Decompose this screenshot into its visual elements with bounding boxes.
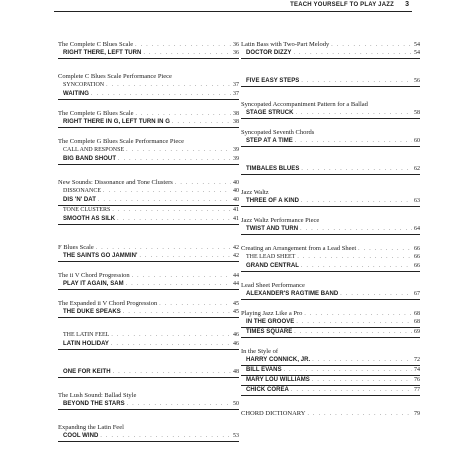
toc-concept-entry bbox=[58, 146, 239, 155]
toc-entry-page: 63 bbox=[414, 198, 420, 204]
toc-piece-entry bbox=[58, 308, 239, 318]
page-number: 3 bbox=[405, 1, 409, 8]
toc-entry-title: F Blues Scale bbox=[58, 244, 94, 251]
toc-piece-entry bbox=[58, 155, 239, 165]
dot-leader bbox=[106, 81, 231, 90]
toc-entry-page: 54 bbox=[414, 42, 420, 48]
dot-leader bbox=[296, 318, 412, 327]
dot-leader bbox=[118, 155, 231, 164]
dot-leader bbox=[126, 146, 231, 155]
toc-piece-entry bbox=[58, 368, 239, 378]
toc-piece-entry bbox=[58, 280, 239, 290]
toc-entry-page: 58 bbox=[414, 110, 420, 116]
dot-leader bbox=[139, 252, 231, 261]
toc-entry-title: Jazz Waltz Performance Piece bbox=[241, 217, 320, 224]
toc-left-column bbox=[58, 40, 239, 442]
toc-entry-title: CHICK COREA bbox=[246, 387, 289, 393]
toc-entry-title: TIMES SQUARE bbox=[246, 329, 293, 335]
dot-leader bbox=[98, 196, 231, 205]
dot-leader bbox=[294, 49, 413, 58]
dot-leader bbox=[312, 376, 412, 385]
page-header bbox=[0, 0, 472, 14]
toc-entry-title: CHORD DICTIONARY bbox=[241, 410, 306, 417]
toc-entry-title: BILL EVANS bbox=[246, 367, 282, 373]
dot-leader bbox=[294, 328, 412, 337]
toc-entry-title: COOL WIND bbox=[63, 433, 99, 439]
dot-leader bbox=[312, 356, 412, 365]
toc-piece-entry bbox=[58, 215, 239, 225]
toc-piece-entry bbox=[58, 400, 239, 410]
toc-section-entry bbox=[241, 188, 420, 197]
dot-leader bbox=[135, 110, 231, 118]
toc-entry-page: 77 bbox=[414, 387, 420, 393]
toc-section-entry bbox=[241, 309, 420, 318]
toc-entry-title: THREE OF A KIND bbox=[246, 198, 299, 204]
toc-entry-page: 45 bbox=[233, 309, 239, 315]
toc-section-entry bbox=[58, 271, 239, 280]
dot-leader bbox=[143, 49, 231, 58]
toc-entry-page: 36 bbox=[233, 50, 239, 56]
toc-piece-entry bbox=[241, 225, 420, 235]
dot-leader bbox=[111, 340, 231, 349]
toc-section-entry bbox=[58, 391, 239, 400]
toc-section-entry bbox=[58, 423, 239, 432]
toc-entry-page: 54 bbox=[414, 50, 420, 56]
toc-piece-entry bbox=[241, 386, 420, 396]
toc-piece-entry bbox=[241, 165, 420, 175]
toc-entry-page: 68 bbox=[414, 319, 420, 325]
toc-piece-entry bbox=[241, 328, 420, 338]
toc-piece-entry bbox=[241, 376, 420, 386]
dot-leader bbox=[358, 245, 412, 253]
dot-leader bbox=[91, 90, 231, 99]
toc-entry-page: 56 bbox=[414, 78, 420, 84]
toc-entry-title: Expanding the Latin Feel bbox=[58, 424, 124, 431]
dot-leader bbox=[296, 109, 413, 118]
toc-entry-page: 37 bbox=[233, 91, 239, 97]
dot-leader bbox=[301, 77, 412, 86]
toc-entry-title: SYNCOPATION bbox=[63, 82, 105, 88]
toc-entry-title: THE LATIN FEEL bbox=[63, 332, 110, 338]
toc-entry-page: 39 bbox=[233, 147, 239, 153]
toc-entry-page: 67 bbox=[414, 291, 420, 297]
running-head: TEACH YOURSELF TO PLAY JAZZ bbox=[290, 2, 394, 8]
toc-entry-title: New Sounds: Dissonance and Tone Clusters bbox=[58, 179, 173, 186]
toc-entry-page: 41 bbox=[233, 216, 239, 222]
toc-entry-title: WAITING bbox=[63, 91, 90, 97]
toc-entry-title: ONE FOR KEITH bbox=[63, 369, 111, 375]
toc-right-column bbox=[241, 40, 420, 418]
dot-leader bbox=[135, 41, 231, 49]
dot-leader bbox=[331, 41, 412, 49]
toc-piece-entry bbox=[58, 196, 239, 206]
dot-leader bbox=[300, 225, 412, 234]
dot-leader bbox=[295, 137, 412, 146]
dot-leader bbox=[113, 368, 231, 377]
toc-entry-title: THE SAINTS GO JAMMIN' bbox=[63, 253, 138, 259]
toc-entry-title: PLAY IT AGAIN, SAM bbox=[63, 281, 124, 287]
toc-entry-title: THE DUKE SPEAKS bbox=[63, 309, 121, 315]
toc-entry-page: 46 bbox=[233, 332, 239, 338]
toc-entry-title: STAGE STRUCK bbox=[246, 110, 294, 116]
toc-entry-page: 39 bbox=[233, 156, 239, 162]
dot-leader bbox=[297, 253, 412, 262]
toc-section-entry bbox=[241, 100, 420, 109]
toc-entry-title: FIVE EASY STEPS bbox=[246, 78, 300, 84]
toc-entry-title: DOCTOR DIZZY bbox=[246, 50, 292, 56]
toc-entry-title: THE LEAD SHEET bbox=[246, 254, 296, 260]
toc-entry-page: 53 bbox=[233, 433, 239, 439]
toc-entry-page: 40 bbox=[233, 180, 239, 186]
toc-entry-title: The ii V Chord Progression bbox=[58, 272, 130, 279]
toc-piece-entry bbox=[241, 356, 420, 366]
toc-entry-page: 44 bbox=[233, 273, 239, 279]
toc-piece-entry bbox=[241, 77, 420, 87]
toc-piece-entry bbox=[241, 197, 420, 207]
dot-leader bbox=[340, 290, 412, 299]
toc-piece-entry bbox=[241, 262, 420, 272]
dot-leader bbox=[307, 410, 412, 418]
toc-section-entry bbox=[58, 243, 239, 252]
toc-entry-title: The Complete G Blues Scale Performance Piece bbox=[58, 138, 184, 145]
toc-entry-page: 74 bbox=[414, 367, 420, 373]
toc-entry-page: 72 bbox=[414, 357, 420, 363]
dot-leader bbox=[301, 262, 412, 271]
toc-entry-page: 66 bbox=[414, 246, 420, 252]
toc-concept-entry bbox=[58, 331, 239, 340]
toc-concept-entry bbox=[58, 81, 239, 90]
toc-concept-entry bbox=[241, 253, 420, 262]
toc-entry-page: 41 bbox=[233, 207, 239, 213]
dot-leader bbox=[301, 165, 412, 174]
toc-entry-title: MARY LOU WILLIAMS bbox=[246, 377, 310, 383]
dot-leader bbox=[172, 118, 231, 127]
toc-piece-entry bbox=[241, 109, 420, 119]
dot-leader bbox=[111, 331, 231, 340]
toc-piece-entry bbox=[58, 118, 239, 128]
toc-entry-title: Creating an Arrangement from a Lead Sheet bbox=[241, 245, 357, 252]
toc-piece-entry bbox=[241, 290, 420, 300]
toc-section-entry bbox=[241, 347, 420, 356]
toc-piece-entry bbox=[58, 340, 239, 350]
dot-leader bbox=[301, 197, 412, 206]
toc-piece-entry bbox=[58, 432, 239, 442]
toc-entry-title: Syncopated Seventh Chords bbox=[241, 129, 315, 136]
toc-entry-page: 40 bbox=[233, 197, 239, 203]
toc-concept-entry bbox=[58, 206, 239, 215]
toc-entry-title: STEP AT A TIME bbox=[246, 138, 293, 144]
toc-entry-title: BIG BAND SHOUT bbox=[63, 156, 117, 162]
toc-entry-page: 42 bbox=[233, 245, 239, 251]
dot-leader bbox=[123, 308, 231, 317]
dot-leader bbox=[304, 310, 412, 318]
toc-entry-title: ALEXANDER'S RAGTIME BAND bbox=[246, 291, 339, 297]
toc-entry-title: DISSONANCE bbox=[63, 188, 102, 194]
toc-entry-page: 76 bbox=[414, 377, 420, 383]
toc-entry-title: TWIST AND TURN bbox=[246, 226, 299, 232]
toc-piece-entry bbox=[241, 137, 420, 147]
toc-section-entry bbox=[241, 128, 420, 137]
toc-piece-entry bbox=[241, 49, 420, 59]
toc-entry-title: BEYOND THE STARS bbox=[63, 401, 125, 407]
toc-entry-title: Complete C Blues Scale Performance Piece bbox=[58, 73, 172, 80]
toc-entry-title: Syncopated Accompaniment Pattern for a Ballad bbox=[241, 101, 368, 108]
toc-section-entry bbox=[241, 244, 420, 253]
toc-piece-entry bbox=[58, 49, 239, 59]
toc-entry-page: 69 bbox=[414, 329, 420, 335]
header-rule bbox=[54, 11, 412, 12]
dot-leader bbox=[291, 386, 412, 395]
dot-leader bbox=[96, 244, 231, 252]
toc-entry-page: 40 bbox=[233, 188, 239, 194]
toc-piece-entry bbox=[241, 318, 420, 328]
toc-entry-title: GRAND CENTRAL bbox=[246, 263, 299, 269]
toc-entry-title: The Lush Sound: Ballad Style bbox=[58, 392, 137, 399]
toc-entry-page: 42 bbox=[233, 253, 239, 259]
toc-entry-title: LATIN HOLIDAY bbox=[63, 341, 109, 347]
toc-entry-title: In the Style of bbox=[241, 348, 279, 355]
toc-section-entry bbox=[58, 299, 239, 308]
toc-entry-title: RIGHT THERE, LEFT TURN bbox=[63, 50, 142, 56]
dot-leader bbox=[117, 215, 231, 224]
toc-entry-page: 37 bbox=[233, 82, 239, 88]
toc-entry-title: Playing Jazz Like a Pro bbox=[241, 310, 303, 317]
toc-entry-page: 68 bbox=[414, 311, 420, 317]
toc-entry-title: CALL AND RESPONSE bbox=[63, 147, 125, 153]
toc-entry-title: The Complete C Blues Scale bbox=[58, 41, 134, 48]
toc-entry-title: Jazz Waltz bbox=[241, 189, 269, 196]
toc-entry-page: 79 bbox=[414, 411, 420, 417]
toc-section-entry bbox=[58, 137, 239, 146]
toc-entry-title: TONE CLUSTERS bbox=[63, 207, 111, 213]
toc-section-entry bbox=[241, 40, 420, 49]
toc-entry-title: SMOOTH AS SILK bbox=[63, 216, 116, 222]
toc-section-entry bbox=[58, 72, 239, 81]
toc-entry-page: 66 bbox=[414, 263, 420, 269]
toc-piece-entry bbox=[58, 90, 239, 100]
toc-entry-page: 46 bbox=[233, 341, 239, 347]
toc-entry-page: 62 bbox=[414, 166, 420, 172]
toc-entry-page: 60 bbox=[414, 138, 420, 144]
toc-entry-title: IN THE GROOVE bbox=[246, 319, 295, 325]
toc-section-entry bbox=[241, 409, 420, 418]
toc-entry-title: The Complete G Blues Scale bbox=[58, 110, 134, 117]
toc-entry-title: TIMBALES BLUES bbox=[246, 166, 300, 172]
dot-leader bbox=[112, 206, 231, 215]
toc-entry-title: HARRY CONNICK, JR. bbox=[246, 357, 311, 363]
toc-entry-page: 45 bbox=[233, 301, 239, 307]
toc-entry-page: 36 bbox=[233, 42, 239, 48]
toc-entry-page: 66 bbox=[414, 254, 420, 260]
toc-entry-page: 48 bbox=[233, 369, 239, 375]
toc-piece-entry bbox=[58, 252, 239, 262]
toc-entry-title: DIS 'N' DAT bbox=[63, 197, 96, 203]
dot-leader bbox=[159, 300, 231, 308]
toc-entry-title: Latin Bass with Two-Part Melody bbox=[241, 41, 330, 48]
toc-section-entry bbox=[241, 281, 420, 290]
dot-leader bbox=[284, 366, 412, 375]
toc-section-entry bbox=[58, 109, 239, 118]
toc-section-entry bbox=[241, 216, 420, 225]
dot-leader bbox=[127, 400, 231, 409]
toc-entry-page: 44 bbox=[233, 281, 239, 287]
toc-entry-page: 50 bbox=[233, 401, 239, 407]
dot-leader bbox=[126, 280, 231, 289]
toc-entry-page: 64 bbox=[414, 226, 420, 232]
dot-leader bbox=[100, 432, 231, 441]
dot-leader bbox=[103, 187, 231, 196]
toc-section-entry bbox=[58, 40, 239, 49]
toc-entry-title: The Expanded ii V Chord Progression bbox=[58, 300, 158, 307]
dot-leader bbox=[132, 272, 231, 280]
toc-section-entry bbox=[58, 178, 239, 187]
toc-entry-title: RIGHT THERE IN G, LEFT TURN IN G bbox=[63, 119, 170, 125]
dot-leader bbox=[175, 179, 231, 187]
toc-entry-page: 38 bbox=[233, 111, 239, 117]
toc-entry-title: Lead Sheet Performance bbox=[241, 282, 305, 289]
toc-concept-entry bbox=[58, 187, 239, 196]
toc-piece-entry bbox=[241, 366, 420, 376]
toc-entry-page: 38 bbox=[233, 119, 239, 125]
